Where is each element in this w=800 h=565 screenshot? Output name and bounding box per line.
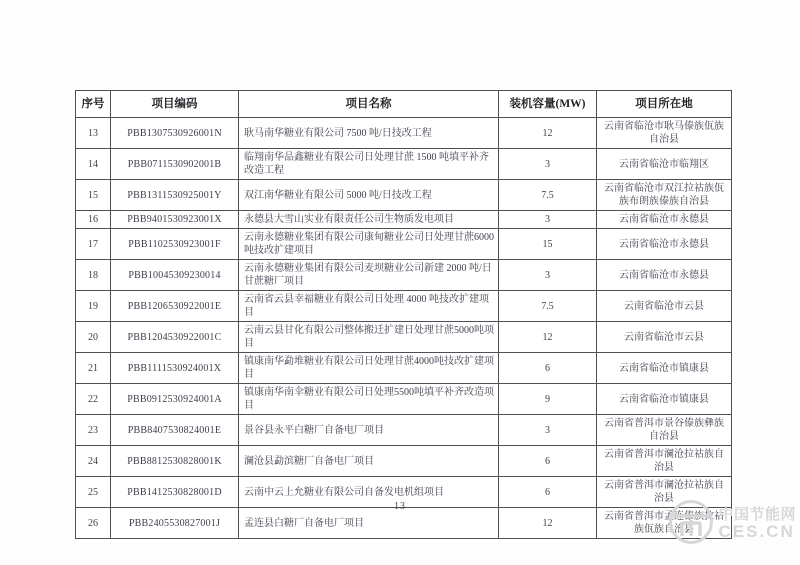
cell-code: PBB10045309230014: [111, 260, 239, 291]
cell-capacity: 12: [499, 322, 597, 353]
header-seq: 序号: [76, 91, 111, 118]
table-body: [76, 118, 732, 539]
cell-seq: 15: [76, 180, 111, 211]
cell-seq: 26: [76, 508, 111, 539]
cell-code: PBB9401530923001X: [111, 211, 239, 229]
cell-code: PBB8407530824001E: [111, 415, 239, 446]
table-row: [76, 291, 732, 322]
cell-code: PBB1412530828001D: [111, 477, 239, 508]
cell-seq: 22: [76, 384, 111, 415]
header-name: 项目名称: [239, 91, 499, 118]
cell-capacity: 15: [499, 229, 597, 260]
cell-seq: 18: [76, 260, 111, 291]
cell-seq: 23: [76, 415, 111, 446]
cell-capacity: 3: [499, 149, 597, 180]
cell-capacity: 9: [499, 384, 597, 415]
cell-code: PBB0912530924001A: [111, 384, 239, 415]
cell-name: 孟连县白糖厂自备电厂项目: [239, 508, 499, 539]
cell-name: 景谷县永平白糖厂自备电厂项目: [239, 415, 499, 446]
watermark-line1: 中国节能网: [718, 506, 796, 523]
table-row: [76, 508, 732, 539]
cell-code: PBB1311530925001Y: [111, 180, 239, 211]
cell-code: PBB1206530922001E: [111, 291, 239, 322]
watermark-line2: CES.CN: [718, 522, 795, 542]
table-header: [76, 91, 732, 118]
cell-seq: 25: [76, 477, 111, 508]
watermark: [667, 498, 796, 551]
table-row: [76, 149, 732, 180]
table-row: [76, 322, 732, 353]
cell-seq: 21: [76, 353, 111, 384]
cell-code: PBB1102530923001F: [111, 229, 239, 260]
table-row: [76, 180, 732, 211]
table-row: [76, 260, 732, 291]
cell-code: PBB8812530828001K: [111, 446, 239, 477]
cell-location: 云南省临沧市云县: [597, 322, 732, 353]
cell-location: 云南省普洱市景谷傣族彝族自治县: [597, 415, 732, 446]
cell-seq: 24: [76, 446, 111, 477]
cell-name: 永德县大雪山实业有限责任公司生物质发电项目: [239, 211, 499, 229]
cell-location: 云南省临沧市云县: [597, 291, 732, 322]
cell-capacity: 7.5: [499, 180, 597, 211]
table-header-row: [76, 91, 732, 118]
cell-name: 临翔南华品鑫糖业有限公司日处理甘蔗 1500 吨填平补齐改造工程: [239, 149, 499, 180]
cell-capacity: 3: [499, 211, 597, 229]
table-row: [76, 384, 732, 415]
cell-name: 云南省云县幸福糖业有限公司日处理 4000 吨技改扩建项目: [239, 291, 499, 322]
cell-location: 云南省临沧市临翔区: [597, 149, 732, 180]
project-table: [75, 90, 732, 539]
cell-location: 云南省临沧市永德县: [597, 260, 732, 291]
cell-name: 耿马南华糖业有限公司 7500 吨/日技改工程: [239, 118, 499, 149]
cell-seq: 17: [76, 229, 111, 260]
cell-location: 云南省临沧市镇康县: [597, 353, 732, 384]
header-capacity: 装机容量(MW): [499, 91, 597, 118]
cell-location: 云南省普洱市孟连傣族拉祜族佤族自治县: [597, 508, 732, 539]
cell-name: 云南中云上允糖业有限公司自备发电机组项目: [239, 477, 499, 508]
cell-seq: 16: [76, 211, 111, 229]
page-number: 13: [394, 501, 406, 512]
cell-name: 澜沧县勐滨糖厂自备电厂项目: [239, 446, 499, 477]
table-row: [76, 415, 732, 446]
cell-location: 云南省临沧市永德县: [597, 229, 732, 260]
cell-location: 云南省临沧市镇康县: [597, 384, 732, 415]
header-location: 项目所在地: [597, 91, 732, 118]
cell-capacity: 6: [499, 477, 597, 508]
cell-name: 云南永德糖业集团有限公司康甸糖业公司日处理甘蔗6000吨技改扩建项目: [239, 229, 499, 260]
cell-location: 云南省临沧市永德县: [597, 211, 732, 229]
header-code: 项目编码: [111, 91, 239, 118]
cell-name: 镇康南华勐堆糖业有限公司日处理甘蔗4000吨技改扩建项目: [239, 353, 499, 384]
table-row: [76, 211, 732, 229]
cell-location: 云南省临沧市双江拉祜族佤族布朗族傣族自治县: [597, 180, 732, 211]
cell-code: PBB0711530902001B: [111, 149, 239, 180]
cell-location: 云南省普洱市澜沧拉祜族自治县: [597, 477, 732, 508]
cell-location: 云南省普洱市澜沧拉祜族自治县: [597, 446, 732, 477]
cell-code: PBB1111530924001X: [111, 353, 239, 384]
cell-location: 云南省临沧市耿马傣族佤族自治县: [597, 118, 732, 149]
cell-capacity: 3: [499, 260, 597, 291]
cell-seq: 13: [76, 118, 111, 149]
table-row: [76, 446, 732, 477]
cell-capacity: 6: [499, 446, 597, 477]
cell-name: 镇康南华南伞糖业有限公司日处理5500吨填平补齐改造项目: [239, 384, 499, 415]
cell-capacity: 6: [499, 353, 597, 384]
cell-name: 双江南华糖业有限公司 5000 吨/日技改工程: [239, 180, 499, 211]
cell-capacity: 12: [499, 508, 597, 539]
cell-code: PBB1307530926001N: [111, 118, 239, 149]
cell-name: 云南云县甘化有限公司整体搬迁扩建日处理甘蔗5000吨项目: [239, 322, 499, 353]
cell-capacity: 7.5: [499, 291, 597, 322]
cell-seq: 14: [76, 149, 111, 180]
cell-code: PBB2405530827001J: [111, 508, 239, 539]
table-row: [76, 229, 732, 260]
table-row: [76, 353, 732, 384]
cell-capacity: 12: [499, 118, 597, 149]
cell-code: PBB1204530922001C: [111, 322, 239, 353]
cell-seq: 19: [76, 291, 111, 322]
watermark-text: [718, 508, 796, 542]
cell-seq: 20: [76, 322, 111, 353]
table-row: [76, 118, 732, 149]
cesn-logo-icon: [667, 498, 715, 551]
cell-name: 云南永德糖业集团有限公司麦坝糖业公司新建 2000 吨/日甘蔗糖厂项目: [239, 260, 499, 291]
cell-capacity: 3: [499, 415, 597, 446]
